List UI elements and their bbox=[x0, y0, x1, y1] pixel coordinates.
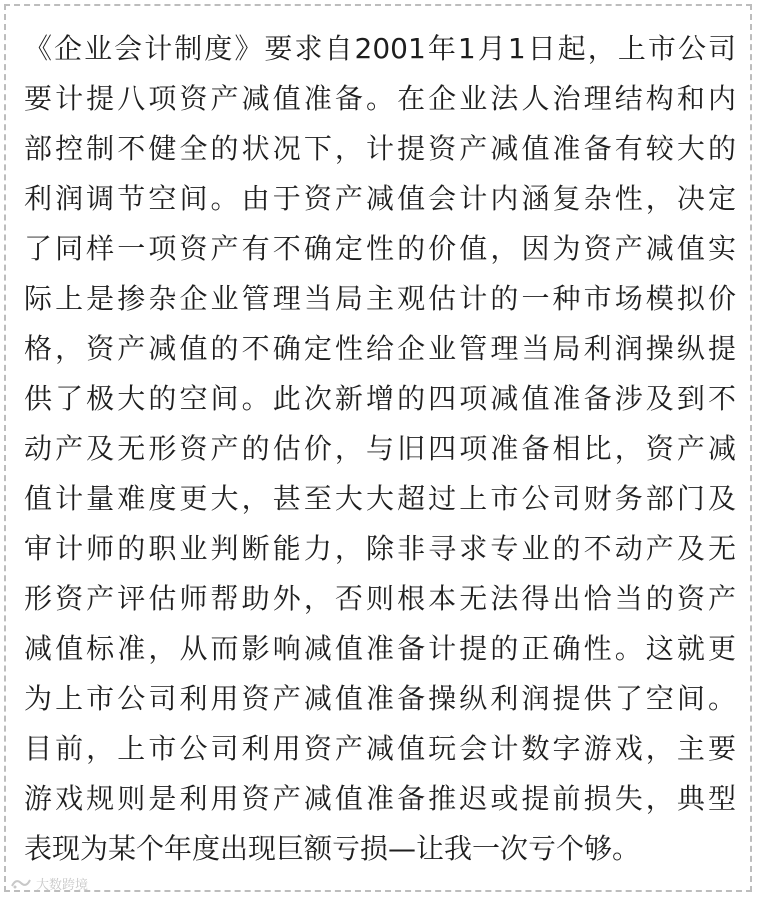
text-line: 游戏规则是利用资产减值准备推迟或提前损失，典型 bbox=[24, 782, 736, 815]
text-line: 要计提八项资产减值准备。在企业法人治理结构和内 bbox=[24, 82, 736, 115]
text-line: 审计师的职业判断能力，除非寻求专业的不动产及无 bbox=[24, 532, 736, 565]
text-line: 目前，上市公司利用资产减值玩会计数字游戏，主要 bbox=[24, 732, 736, 765]
text-line: 供了极大的空间。此次新增的四项减值准备涉及到不 bbox=[24, 382, 736, 415]
text-line: 动产及无形资产的估价，与旧四项准备相比，资产减 bbox=[24, 432, 736, 465]
text-line: 《企业会计制度》要求自2001年1月1日起，上市公司 bbox=[24, 32, 736, 65]
article-body bbox=[24, 24, 736, 874]
text-line: 了同样一项资产有不确定性的价值，因为资产减值实 bbox=[24, 232, 736, 265]
text-line: 表现为某个年度出现巨额亏损—让我一次亏个够。 bbox=[24, 832, 641, 865]
text-line: 利润调节空间。由于资产减值会计内涵复杂性，决定 bbox=[24, 182, 736, 215]
text-line: 形资产评估师帮助外，否则根本无法得出恰当的资产 bbox=[24, 582, 736, 615]
text-line: 减值标准，从而影响减值准备计提的正确性。这就更 bbox=[24, 632, 736, 665]
brand-logo-icon bbox=[10, 876, 32, 890]
text-line: 际上是掺杂企业管理当局主观估计的一种市场模拟价 bbox=[24, 282, 736, 315]
text-line: 格，资产减值的不确定性给企业管理当局利润操纵提 bbox=[24, 332, 736, 365]
text-line: 为上市公司利用资产减值准备操纵利润提供了空间。 bbox=[24, 682, 736, 715]
text-line: 值计量难度更大，甚至大大超过上市公司财务部门及 bbox=[24, 482, 736, 515]
watermark bbox=[10, 872, 88, 894]
watermark-text: 大数跨境 bbox=[36, 877, 89, 893]
text-line: 部控制不健全的状况下，计提资产减值准备有较大的 bbox=[24, 132, 736, 165]
